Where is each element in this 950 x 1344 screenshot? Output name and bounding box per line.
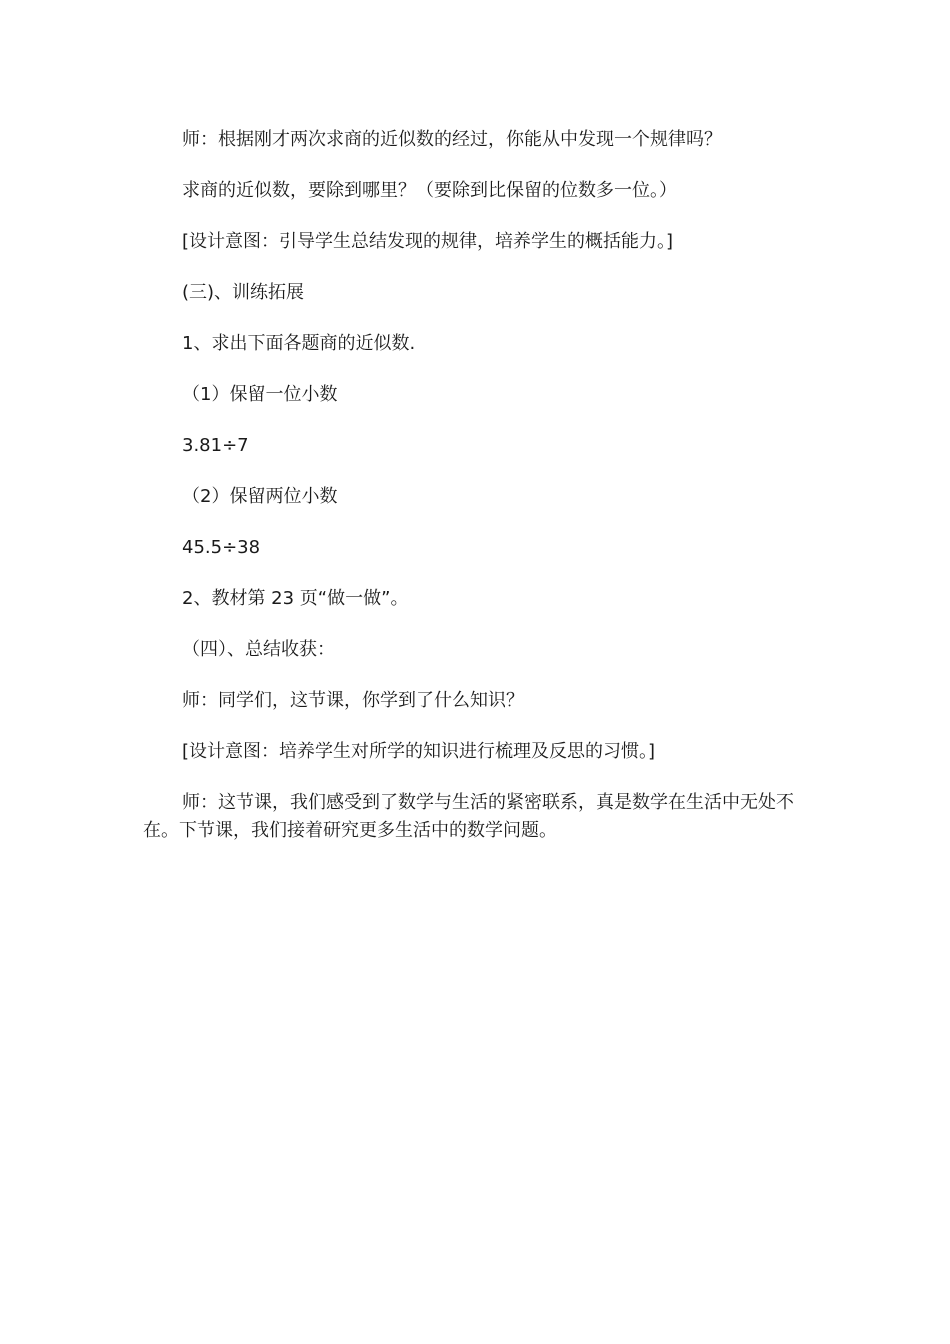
exercise-1-part-2: （2）保留两位小数: [182, 486, 338, 507]
exercise-2-heading: 2、教材第 23 页“做一做”。: [182, 588, 409, 609]
section-heading-practice: (三)、训练拓展: [182, 282, 305, 303]
paragraph-closing: 师：这节课，我们感受到了数学与生活的紧密联系，真是数学在生活中无处不在。下节课，我们接着研究更多生活中的数学问题。: [143, 792, 794, 841]
exercise-1-part-1: （1）保留一位小数: [182, 384, 338, 405]
paragraph-design-intent-2: [设计意图：培养学生对所学的知识进行梳理及反思的习惯。]: [182, 741, 656, 762]
paragraph-design-intent-1: [设计意图：引导学生总结发现的规律，培养学生的概括能力。]: [182, 231, 674, 252]
exercise-1-heading: 1、求出下面各题商的近似数.: [182, 333, 416, 354]
paragraph-teacher-question: 师：根据刚才两次求商的近似数的经过，你能从中发现一个规律吗？: [182, 129, 722, 150]
section-heading-summary: （四）、总结收获：: [182, 639, 335, 660]
document-body: [143, 126, 803, 845]
paragraph-teacher-summary-question: 师：同学们，这节课，你学到了什么知识？: [182, 690, 524, 711]
exercise-1-part-1-expression: 3.81÷7: [182, 435, 249, 456]
paragraph-rule: 求商的近似数，要除到哪里？（要除到比保留的位数多一位。）: [182, 180, 677, 201]
exercise-1-part-2-expression: 45.5÷38: [182, 537, 261, 558]
